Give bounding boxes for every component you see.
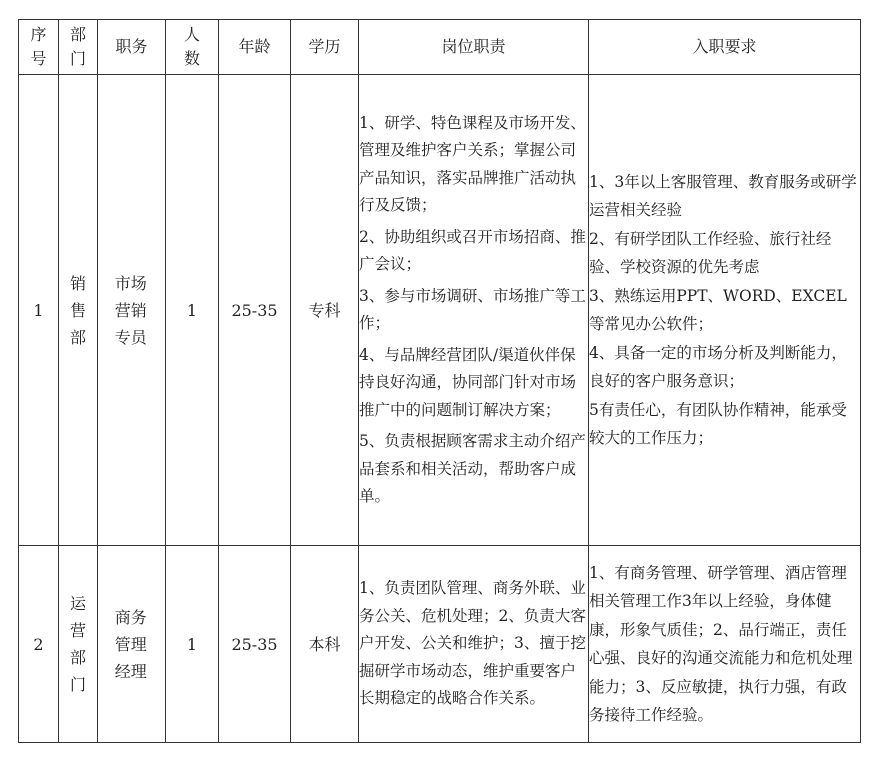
- cell-duties: 1、负责团队管理、商务外联、业务公关、危机处理；2、负责大客户开发、公关和维护；3、擅于挖掘研学市场动态，维护重要客户长期稳定的战略合作关系。: [359, 546, 589, 743]
- duty-item: 3、参与市场调研、市场推广等工作；: [359, 286, 586, 332]
- duty-item: 1、研学、特色课程及市场开发、管理及维护客户关系；掌握公司产品知识，落实品牌推广活动执行及反馈；: [359, 113, 586, 214]
- cell-seq: 1: [19, 75, 59, 546]
- req-item: 5有责任心，有团队协作精神，能承受较大的工作压力；: [589, 400, 847, 447]
- cell-requirements: [589, 75, 861, 546]
- duty-item: 5、负责根据顾客需求主动介绍产品套系和相关活动，帮助客户成单。: [359, 432, 586, 505]
- cell-age: 25-35: [219, 546, 291, 743]
- header-req: 入职要求: [589, 20, 861, 75]
- duty-item: 2、协助组织或召开市场招商、推广会议；: [359, 227, 586, 273]
- header-edu: 学历: [291, 20, 359, 75]
- cell-count: 1: [166, 546, 219, 743]
- cell-count: 1: [166, 75, 219, 546]
- req-item: 1、3年以上客服管理、教育服务或研学运营相关经验: [589, 172, 857, 219]
- cell-dept: 销售部: [59, 75, 98, 546]
- header-dept: 部门: [59, 20, 98, 75]
- recruitment-table: [18, 19, 861, 743]
- duty-item: 4、与品牌经营团队/渠道伙伴保持良好沟通，协同部门针对市场推广中的问题制订解决方案；: [359, 345, 577, 419]
- req-item: 4、具备一定的市场分析及判断能力，良好的客户服务意识；: [589, 343, 847, 390]
- cell-duties: [359, 75, 589, 546]
- cell-edu: 专科: [291, 75, 359, 546]
- req-item: 3、熟练运用PPT、WORD、EXCEL等常见办公软件；: [589, 286, 847, 333]
- cell-requirements: 1、有商务管理、研学管理、酒店管理相关管理工作3年以上经验，身体健康，形象气质佳；2、品行端正，责任心强、良好的沟通交流能力和危机处理能力；3、反应敏捷，执行力强，有政务接待工作经验。: [589, 546, 861, 743]
- cell-dept: 运营部门: [59, 546, 98, 743]
- table-row: [19, 546, 861, 743]
- cell-age: 25-35: [219, 75, 291, 546]
- req-item: 2、有研学团队工作经验、旅行社经验、学校资源的优先考虑: [589, 229, 832, 276]
- table-row: [19, 75, 861, 546]
- header-duty: 岗位职责: [359, 20, 589, 75]
- cell-edu: 本科: [291, 546, 359, 743]
- cell-seq: 2: [19, 546, 59, 743]
- header-count: 人数: [166, 20, 219, 75]
- header-title: 职务: [98, 20, 166, 75]
- cell-title: 商务管理经理: [98, 546, 166, 743]
- cell-title: 市场营销专员: [98, 75, 166, 546]
- header-age: 年龄: [219, 20, 291, 75]
- header-row: [19, 20, 861, 75]
- header-seq: 序号: [19, 20, 59, 75]
